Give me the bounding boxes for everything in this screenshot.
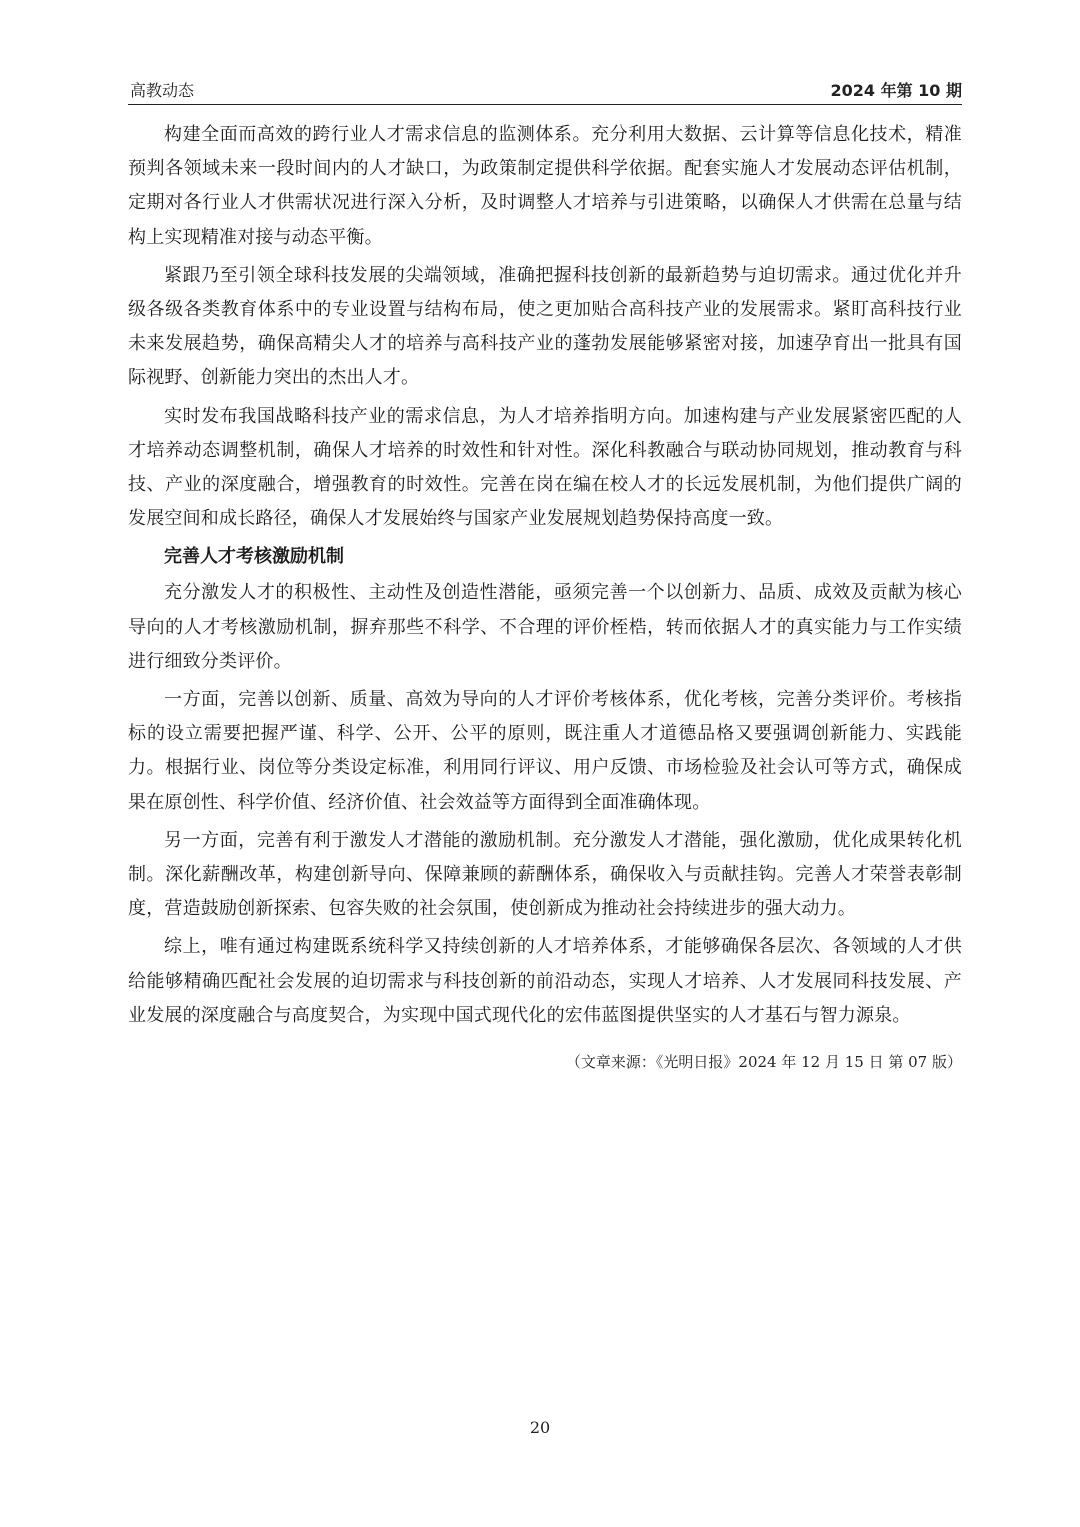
paragraph: 构建全面而高效的跨行业人才需求信息的监测体系。充分利用大数据、云计算等信息化技术，精准预判各领域未来一段时间内的人才缺口，为政策制定提供科学依据。配套实施人才发展动态评估机制，定期对各行业人才供需状况进行深入分析，及时调整人才培养与引进策略，以确保人才供需在总量与结构上实现精准对接与动态平衡。 — [128, 124, 962, 248]
article-source: （文章来源：《光明日报》2024 年 12 月 15 日 第 07 版） — [565, 1053, 962, 1072]
paragraph: 综上，唯有通过构建既系统科学又持续创新的人才培养体系，才能够确保各层次、各领域的人才供给能够精确匹配社会发展的迫切需求与科技创新的前沿动态，实现人才培养、人才发展同科技发展、产业发展的深度融合与高度契合，为实现中国式现代化的宏伟蓝图提供坚实的人才基石与智力源泉。 — [128, 936, 962, 1026]
paragraph: 充分激发人才的积极性、主动性及创造性潜能，亟须完善一个以创新力、品质、成效及贡献为核心导向的人才考核激励机制，摒弃那些不科学、不合理的评价桎梏，转而依据人才的真实能力与工作实绩进行细致分类评价。 — [128, 582, 962, 672]
paragraph: 紧跟乃至引领全球科技发展的尖端领域，准确把握科技创新的最新趋势与迫切需求。通过优化并升级各级各类教育体系中的专业设置与结构布局，使之更加贴合高科技产业的发展需求。紧盯高科技行业未来发展趋势，确保高精尖人才的培养与高科技产业的蓬勃发展能够紧密对接，加速孕育出一批具有国际视野、创新能力突出的杰出人才。 — [128, 264, 962, 389]
section-heading: 完善人才考核激励机制 — [164, 546, 344, 568]
journal-name: 高教动态 — [130, 81, 195, 100]
article-body — [128, 118, 962, 1072]
issue-number: 2024 年第 10 期 — [830, 81, 962, 100]
page-header — [128, 76, 962, 105]
paragraph: 另一方面，完善有利于激发人才潜能的激励机制。充分激发人才潜能，强化激励，优化成果转化机制。深化薪酬改革，构建创新导向、保障兼顾的薪酬体系，确保收入与贡献挂钩。完善人才荣誉表彰制度，营造鼓励创新探索、包容失败的社会氛围，使创新成为推动社会持续进步的强大动力。 — [128, 829, 962, 920]
paragraph: 一方面，完善以创新、质量、高效为导向的人才评价考核体系，优化考核，完善分类评价。考核指标的设立需要把握严谨、科学、公开、公平的原则，既注重人才道德品格又要强调创新能力、实践能力。根据行业、岗位等分类设定标准，利用同行评议、用户反馈、市场检验及社会认可等方式，确保成果在原创性、科学价值、经济价值、社会效益等方面得到全面准确体现。 — [128, 689, 962, 813]
paragraph: 实时发布我国战略科技产业的需求信息，为人才培养指明方向。加速构建与产业发展紧密匹配的人才培养动态调整机制，确保人才培养的时效性和针对性。深化科教融合与联动协同规划，推动教育与科技、产业的深度融合，增强教育的时效性。完善在岗在编在校人才的长远发展机制，为他们提供广阔的发展空间和成长路径，确保人才发展始终与国家产业发展规划趋势保持高度一致。 — [128, 405, 962, 530]
page-number: 20 — [529, 1418, 551, 1437]
